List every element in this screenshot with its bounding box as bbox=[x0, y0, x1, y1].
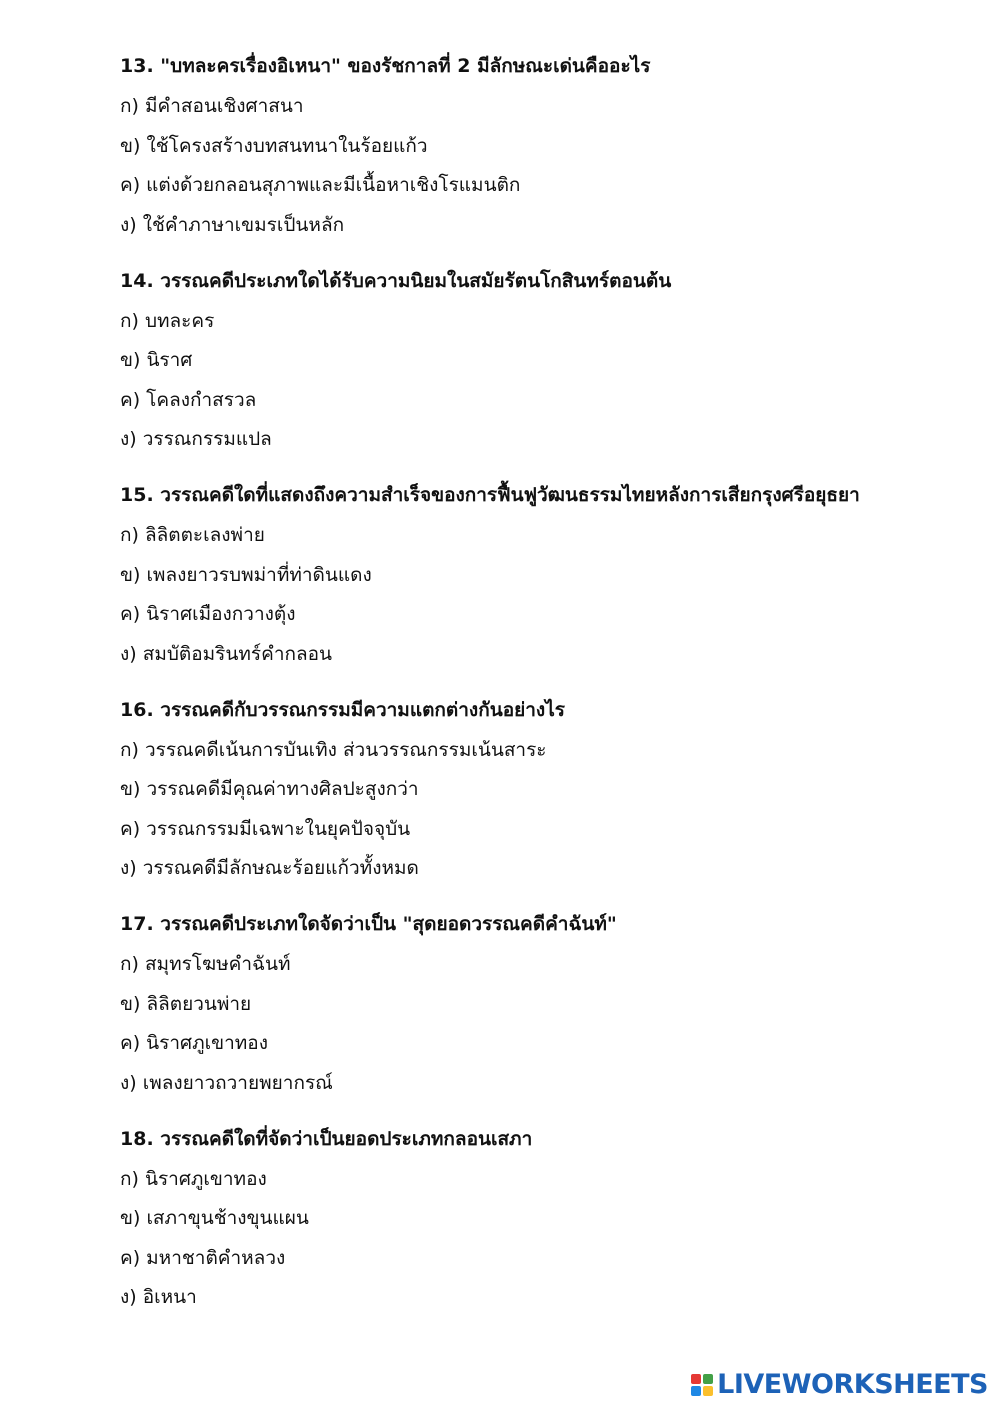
choice-d: ง) สมบัติอมรินทร์คำกลอน bbox=[120, 642, 333, 665]
choice-a: ก) มีคำสอนเชิงศาสนา bbox=[120, 95, 304, 117]
choice-b: ข) ใช้โครงสร้างบทสนทนาในร้อยแก้ว bbox=[120, 134, 428, 157]
choice-a: ก) สมุทรโฆษคำฉันท์ bbox=[120, 953, 291, 975]
logo-square-4 bbox=[703, 1386, 713, 1396]
choice-c: ค) วรรณกรรมมีเฉพาะในยุคปัจจุบัน bbox=[120, 817, 411, 840]
logo-text: LIVEWORKSHEETS bbox=[717, 1369, 988, 1400]
question-16 bbox=[120, 694, 970, 885]
logo-grid-icon bbox=[691, 1374, 713, 1396]
logo-square-1 bbox=[691, 1374, 701, 1384]
question-17 bbox=[120, 908, 970, 1099]
choice-d: ง) ใช้คำภาษาเขมรเป็นหลัก bbox=[120, 213, 345, 236]
question-14 bbox=[120, 265, 970, 456]
question-title: 13. "บทละครเรื่องอิเหนา" ของรัชกาลที่ 2 มีลักษณะเด่นคืออะไร bbox=[120, 55, 651, 77]
question-title: 18. วรรณคดีใดที่จัดว่าเป็นยอดประเภทกลอนเสภา bbox=[120, 1127, 533, 1150]
question-13 bbox=[120, 50, 970, 241]
choice-a: ก) ลิลิตตะเลงพ่าย bbox=[120, 524, 265, 546]
logo-square-3 bbox=[691, 1386, 701, 1396]
choice-c: ค) โคลงกำสรวล bbox=[120, 388, 257, 411]
choice-c: ค) มหาชาติคำหลวง bbox=[120, 1246, 286, 1269]
question-title: 15. วรรณคดีใดที่แสดงถึงความสำเร็จของการฟื้นฟูวัฒนธรรมไทยหลังการเสียกรุงศรีอยุธยา bbox=[120, 484, 860, 506]
choice-b: ข) วรรณคดีมีคุณค่าทางศิลปะสูงกว่า bbox=[120, 778, 419, 800]
choice-d: ง) อิเหนา bbox=[120, 1286, 197, 1308]
choice-d: ง) วรรณกรรมแปล bbox=[120, 428, 272, 450]
choice-b: ข) ลิลิตยวนพ่าย bbox=[120, 992, 252, 1015]
question-title: 17. วรรณคดีประเภทใดจัดว่าเป็น "สุดยอดวรรณคดีคำฉันท์" bbox=[120, 913, 617, 935]
question-15 bbox=[120, 479, 970, 670]
question-title: 16. วรรณคดีกับวรรณกรรมมีความแตกต่างกันอย่างไร bbox=[120, 698, 565, 721]
choice-b: ข) เพลงยาวรบพม่าที่ท่าดินแดง bbox=[120, 563, 372, 586]
logo-square-2 bbox=[703, 1374, 713, 1384]
question-title: 14. วรรณคดีประเภทใดได้รับความนิยมในสมัยรัตนโกสินทร์ตอนต้น bbox=[120, 269, 672, 292]
choice-c: ค) แต่งด้วยกลอนสุภาพและมีเนื้อหาเชิงโรแมนติก bbox=[120, 174, 521, 196]
choice-a: ก) บทละคร bbox=[120, 309, 215, 332]
worksheet bbox=[120, 50, 970, 1337]
question-18 bbox=[120, 1123, 970, 1314]
choice-a: ก) นิราศภูเขาทอง bbox=[120, 1167, 267, 1190]
choice-b: ข) เสภาขุนช้างขุนแผน bbox=[120, 1207, 309, 1229]
choice-c: ค) นิราศภูเขาทอง bbox=[120, 1032, 268, 1054]
liveworksheets-logo bbox=[691, 1369, 988, 1400]
choice-a: ก) วรรณคดีเน้นการบันเทิง ส่วนวรรณกรรมเน้นสาระ bbox=[120, 738, 547, 761]
choice-c: ค) นิราศเมืองกวางตุ้ง bbox=[120, 603, 296, 625]
choice-b: ข) นิราศ bbox=[120, 349, 193, 371]
choice-d: ง) วรรณคดีมีลักษณะร้อยแก้วทั้งหมด bbox=[120, 857, 419, 879]
choice-d: ง) เพลงยาวถวายพยากรณ์ bbox=[120, 1071, 333, 1094]
